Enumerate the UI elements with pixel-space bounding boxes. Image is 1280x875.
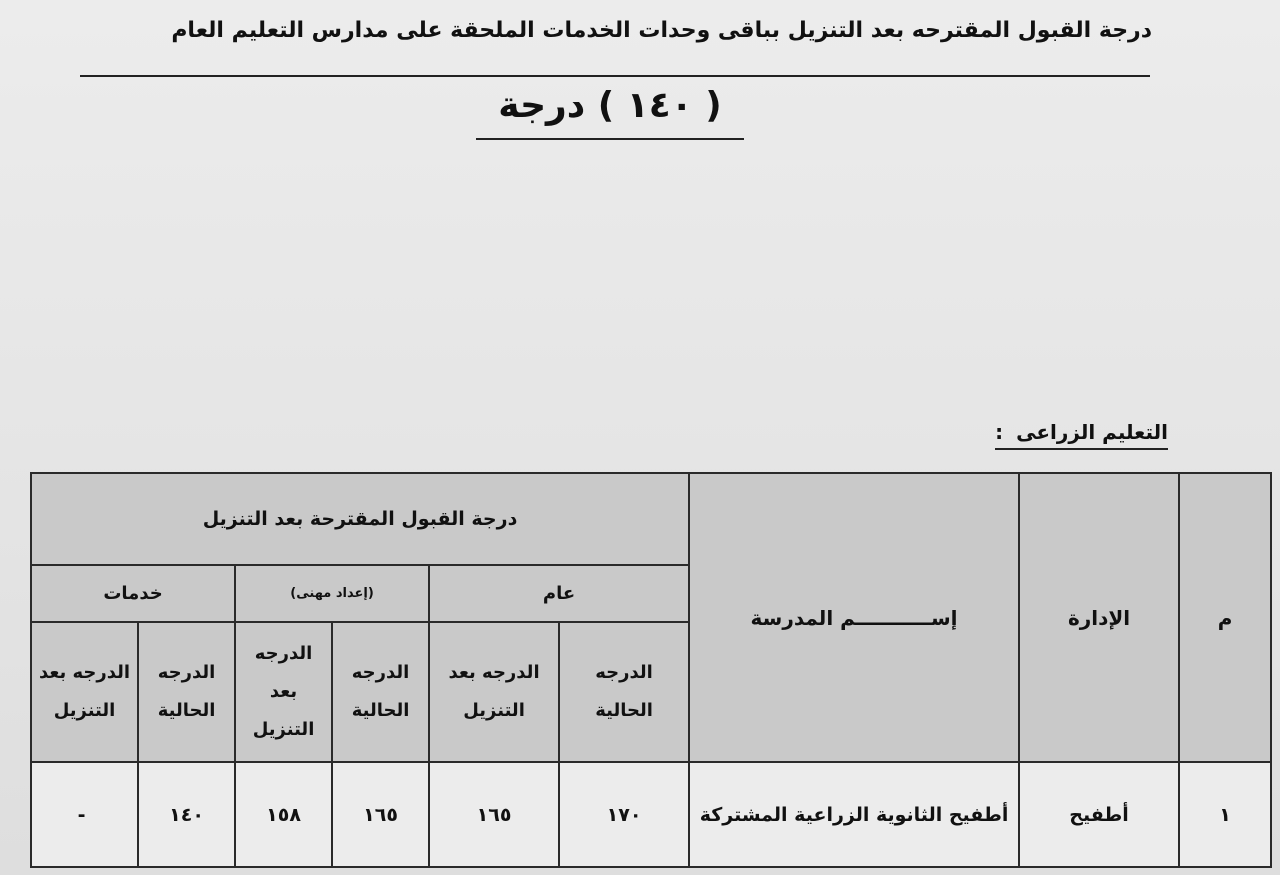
header-services: خدمات xyxy=(31,565,235,621)
header-index: م xyxy=(1179,473,1271,762)
header-general-after: الدرجه بعد التنزيل xyxy=(429,622,559,763)
header-general: عام xyxy=(429,565,689,621)
row-vocational-after: ١٥٨ xyxy=(235,762,332,867)
header-vocational-after: الدرجه بعد التنزيل xyxy=(235,622,332,763)
header-proposed-score-group: درجة القبول المقترحة بعد التنزيل xyxy=(31,473,689,565)
section-label xyxy=(995,420,1168,450)
section-label-text: التعليم الزراعى xyxy=(1016,420,1168,444)
header-school-name: إســـــــــــم المدرسة xyxy=(689,473,1019,762)
header-vocational: (إعداد مهنى) xyxy=(235,565,429,621)
row-general-after: ١٦٥ xyxy=(429,762,559,867)
admission-table xyxy=(30,472,1272,868)
row-vocational-current: ١٦٥ xyxy=(332,762,429,867)
score-underline xyxy=(476,138,744,140)
row-index: ١ xyxy=(1179,762,1271,867)
header-administration: الإدارة xyxy=(1019,473,1179,762)
row-administration: أطفيح xyxy=(1019,762,1179,867)
table-row xyxy=(31,762,1271,867)
row-services-current: ١٤٠ xyxy=(138,762,235,867)
row-school: أطفيح الثانوية الزراعية المشتركة xyxy=(689,762,1019,867)
header-services-current: الدرجه الحالية xyxy=(138,622,235,763)
header-services-after: الدرجه بعد التنزيل xyxy=(31,622,138,763)
header-general-current: الدرجه الحالية xyxy=(559,622,689,763)
row-general-current: ١٧٠ xyxy=(559,762,689,867)
section-label-colon: : xyxy=(995,420,1004,444)
header-vocational-current: الدرجه الحالية xyxy=(332,622,429,763)
page-title-text: درجة القبول المقترحه بعد التنزيل بباقى وحدات الخدمات الملحقة على مدارس التعليم العام xyxy=(171,18,1152,43)
score-heading: ( ١٤٠ ) درجة xyxy=(498,85,722,126)
title-underline xyxy=(80,75,1150,77)
row-services-after: - xyxy=(31,762,138,867)
page-title xyxy=(72,14,1152,48)
